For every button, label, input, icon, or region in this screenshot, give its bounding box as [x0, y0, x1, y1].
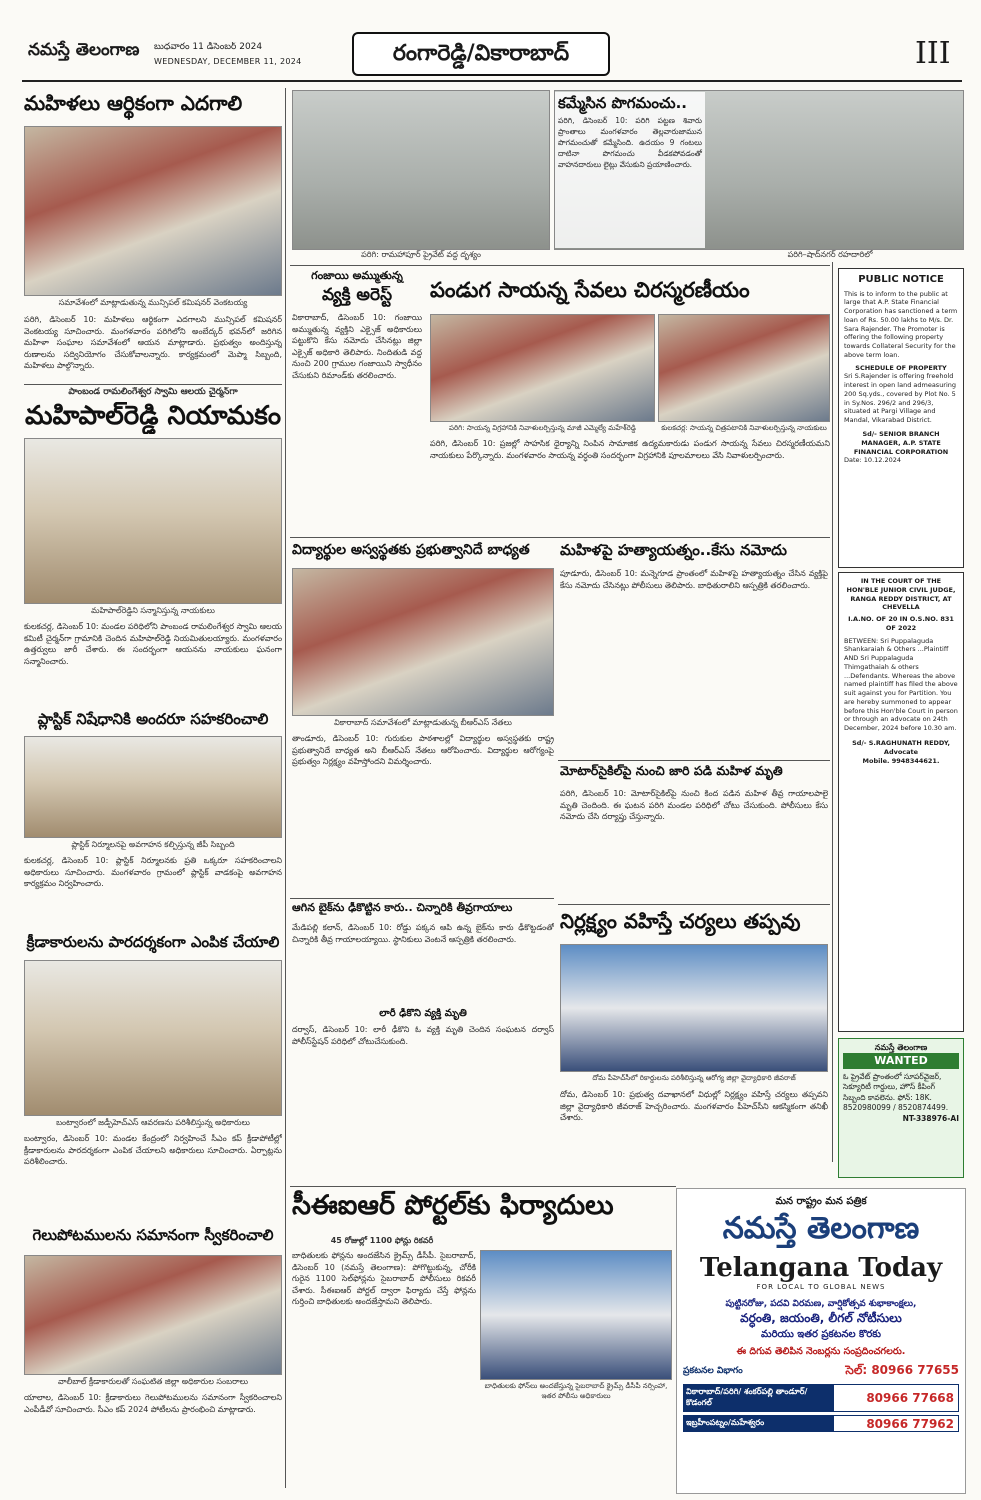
- ad-line: మరియు ఇతర ప్రకటనల కొరకు: [761, 1329, 881, 1340]
- divider: [290, 537, 830, 538]
- article-body: వికారాబాద్, డిసెంబర్ 10: గంజాయి అమ్ముతున్న వ్యక్తిని ఎక్సైజ్ అధికారులు పట్టుకొని కేసు నమోదు చేసినట్లు జిల్లా ఎక్సైజ్ అధికారి తెలిపారు. నిందితుడి వద్ద నుంచి 200 గ్రాముల గంజాయిని స్వాధీనం చేసుకుని రిమాండ్‌కు తరలించారు.: [292, 313, 422, 380]
- divider: [290, 1186, 676, 1187]
- headline: గెలుపోటములను సమానంగా స్వీకరించాలి: [32, 1227, 274, 1244]
- headline: పండుగ సాయన్న సేవలు చిరస్మరణీయం: [430, 278, 750, 302]
- photo-caption: కులకచర్ల: సాయన్న చిత్రపటానికి నివాళులర్పిస్తున్న నాయకులు: [661, 424, 827, 432]
- ad-main-label: ప్రకటనల విభాగం: [683, 1365, 743, 1376]
- masthead-rule: [22, 80, 962, 82]
- news-photo: [24, 126, 282, 296]
- column-divider: [832, 262, 833, 1162]
- ad-contact-row: [683, 1415, 959, 1432]
- column-divider: [285, 88, 286, 1488]
- notice-schedule-title: SCHEDULE OF PROPERTY: [855, 363, 947, 372]
- wanted-ref: NT-338976-AI: [902, 1113, 959, 1123]
- news-photo: [24, 960, 282, 1116]
- ad-row-phone: 80966 77668: [866, 1391, 954, 1405]
- paper-name: నమస్తే తెలంగాణ: [28, 40, 140, 60]
- ad-contact-row: [683, 1384, 959, 1412]
- wanted-title: WANTED: [843, 1053, 959, 1068]
- news-photo: [430, 314, 655, 422]
- namasthe-telangana-ad: [676, 1188, 966, 1494]
- headline: మహిళలు ఆర్థికంగా ఎదగాలి: [24, 92, 243, 115]
- news-photo: [560, 944, 828, 1072]
- article-body: తాండూరు, డిసెంబర్ 10: గురుకుల పాఠశాలల్లో విద్యార్థుల అస్వస్థతకు రాష్ట్ర ప్రభుత్వానిదే బాధ్యత అని బీఆర్ఎస్ నేతలు ఆరోపించారు. విద్యార్థుల ఆరోగ్యంపై ప్రభుత్వం నిర్లక్ష్యం వహిస్తోందని విమర్శించారు.: [292, 734, 554, 767]
- photo-caption: పరిగి: రామహాపూర్ ప్రైవేట్ వద్ద దృశ్యం: [361, 250, 481, 259]
- court-case-no: I.A.NO. OF 20 IN O.S.NO. 831 OF 2022: [848, 615, 954, 632]
- ad-row-phone: 80966 77962: [866, 1416, 954, 1431]
- wanted-body: ఓ ప్రైవేట్ ప్రాంతంలో సూపర్‌వైజర్, సెక్యూరిటీ గార్డులు, హౌస్ కీపింగ్ సిబ్బంది కావలెను. ఫోన్: 18K. 8520980099 / 8520874499.: [843, 1071, 949, 1113]
- photo-caption: మహిపాల్‌రెడ్డిని సన్మానిస్తున్న నాయకులు: [91, 606, 215, 615]
- fog-photo-left: [292, 90, 550, 250]
- photo-caption: బంట్వారంలో జడ్పీహెచ్ఎస్ ఆవరణను పరిశీలిస్తున్న అధికారులు: [56, 1118, 250, 1127]
- headline: నిర్లక్ష్యం వహిస్తే చర్యలు తప్పవు: [560, 910, 801, 933]
- article-body: దర్వాస్, డిసెంబర్ 10: లారీ ఢీకొని ఓ వ్యక్తి మృతి చెందిన సంఘటన దర్వాస్ పోలీస్‌స్టేషన్ పరిధిలో చోటుచేసుకుంది.: [292, 1025, 554, 1046]
- ad-line: పుట్టినరోజు, పదవి విరమణ, వార్షికోత్సవ శుభాకాంక్షలు,: [725, 1299, 917, 1309]
- subheadline: లారీ ఢీకొని వ్యక్తి మృతి: [379, 1008, 467, 1019]
- ad-tagline: మన రాష్ట్రం మన పత్రిక: [775, 1196, 867, 1207]
- court-mobile: Mobile. 9948344621.: [862, 756, 940, 765]
- ad-main-phone: సెల్: 80966 77655: [845, 1363, 959, 1377]
- ad-logo-tag: FOR LOCAL TO GLOBAL NEWS: [756, 1283, 886, 1291]
- notice-schedule-body: Sri S.Rajender is offering freehold interest in open land admeasuring 200 Sq.yds., covered by Plot No. 5 in Sy.Nos. 296/2 and 296/3, situated at Pargi Village and Mandal, Vikarabad District.: [844, 372, 957, 425]
- court-body: BETWEEN: Sri Puppalaguda Shankaraiah & Others ...Plaintiff AND Sri Puppalaguda Thimgathaiah & others ...Defendants. Whereas the above named plaintiff has filed the above suit against you for Partition. You are hereby summoned to appear before this Hon'ble Court in person or through an advocate on 24th December, 2024 before 10.30 am.: [844, 636, 958, 733]
- article-body: పూడూరు, డిసెంబర్ 10: మన్నెగూడ ప్రాంతంలో మహిళపై హత్యాయత్నం చేసిన వ్యక్తిపై కేసు నమోదు చేసినట్లు పోలీసులు తెలిపారు. బాధితురాలిని ఆస్పత్రికి తరలించారు.: [560, 569, 828, 590]
- ad-main-contact: [683, 1363, 959, 1380]
- photo-caption: వాలీబాల్ క్రీడాకారులతో సంఘటిత జిల్లా అధికారుల సంబరాలు: [57, 1377, 249, 1386]
- kicker: పాంబండ రామలింగేశ్వర స్వామి ఆలయ చైర్మన్‌గా: [68, 387, 238, 397]
- ad-line: వర్ధంతి, జయంతి, లీగల్ నోటీసులు: [740, 1311, 902, 1325]
- ad-row-label: వికారాబాద్/పరిగి/ శంకర్‌పల్లి తాండూర్/కొడంగల్: [684, 1385, 834, 1411]
- article-body: యాలాల, డిసెంబర్ 10: క్రీడాకారులు గెలుపోటములను సమానంగా స్వీకరించాలని ఎంపీడీవో సూచించారు. సీఎం కప్ 2024 పోటీలను ప్రారంభించి మాట్లాడారు.: [24, 1393, 282, 1414]
- article-body: కులకచర్ల, డిసెంబర్ 10: మండల పరిధిలోని పాంబండ రామలింగేశ్వర స్వామి ఆలయ కమిటీ చైర్మన్‌గా గ్రామానికి చెందిన మహిపాల్‌రెడ్డి నియమితులయ్యారు. మంగళవారం ఉత్తర్వులు జారీ చేశారు. ఈ సందర్భంగా ఆయనను నాయకులు ఘనంగా సన్మానించారు.: [24, 622, 282, 666]
- date-telugu: బుధవారం 11 డిసెంబర్ 2024: [154, 42, 263, 52]
- divider: [24, 384, 282, 385]
- news-photo: [480, 1250, 672, 1380]
- news-photo: [658, 314, 830, 422]
- divider: [558, 760, 830, 761]
- article-body: పరిగి, డిసెంబర్ 10: మహిళలు ఆర్థికంగా ఎదగాలని మున్సిపల్ కమిషనర్ వెంకటయ్య సూచించారు. మంగళవారం పరిగిలోని అంబేద్కర్ భవన్‌లో జరిగిన మహిళా సంఘాల సమావేశంలో ఆయన మాట్లాడారు. ప్రభుత్వం అందిస్తున్న రుణాలను సద్వినియోగం చేసుకోవాలన్నారు. కార్యక్రమంలో మెప్మా సిబ్బంది, మహిళలు పాల్గొన్నారు.: [24, 315, 282, 371]
- headline: ప్లాస్టిక్ నిషేధానికి అందరూ సహకరించాలి: [37, 711, 269, 728]
- ad-line: ఈ దిగువ తెలిపిన నెంబర్లను సంప్రదించగలరు.: [736, 1346, 906, 1357]
- kicker: గంజాయి అమ్ముతున్న: [311, 270, 403, 282]
- headline: విద్యార్థుల అస్వస్థతకు ప్రభుత్వానిదే బాధ్యత: [292, 542, 530, 558]
- page-number: III: [915, 36, 951, 71]
- news-photo: [292, 568, 554, 716]
- headline: వ్యక్తి అరెస్ట్: [321, 286, 393, 305]
- wanted-brand: నమస్తే తెలంగాణ: [874, 1043, 928, 1052]
- headline: మహిపాల్‌రెడ్డి నియామకం: [25, 402, 281, 431]
- section-title: రంగారెడ్డి/వికారాబాద్: [352, 32, 610, 76]
- date-english: WEDNESDAY, DECEMBER 11, 2024: [154, 57, 302, 66]
- headline: మోటార్‌సైకిల్‌పై నుంచి జారి పడి మహిళ మృతి: [560, 764, 783, 778]
- article-body: పరిగి, డిసెంబర్ 10: మోటార్‌సైకిల్‌పై నుంచి కింద పడిన మహిళ తీవ్ర గాయాలపాలై మృతి చెందింది. ఈ ఘటన పరిగి మండల పరిధిలో చోటు చేసుకుంది. పోలీసులు కేసు నమోదు చేసి దర్యాప్తు చేస్తున్నారు.: [560, 789, 828, 822]
- article-body: కులకచర్ల, డిసెంబర్ 10: ప్లాస్టిక్ నిర్మూలనకు ప్రతి ఒక్కరూ సహకరించాలని అధికారులు సూచించారు. మంగళవారం గ్రామంలో ప్లాస్టిక్ వాడకంపై అవగాహన కార్యక్రమం నిర్వహించారు.: [24, 856, 282, 889]
- news-photo: [24, 1255, 282, 1375]
- photo-caption: సమావేశంలో మాట్లాడుతున్న మున్సిపల్ కమిషనర్ వెంకటయ్య: [58, 298, 248, 307]
- article-body: పరిగి, డిసెంబర్ 10: పరిగి పట్టణ శివారు ప్రాంతాలు మంగళవారం తెల్లవారుజామున పొగమంచుతో కమ్మేసింది. ఉదయం 9 గంటలు దాటినా పొగమంచు వీడకపోవడంతో వాహనదారులు లైట్లు వేసుకుని ప్రయాణించారు.: [558, 116, 702, 169]
- ad-row-label: ఇబ్రహీంపట్నం/మహేశ్వరం: [684, 1416, 834, 1431]
- photo-caption: పరిగి: సాయన్న విగ్రహానికి నివాళులర్పిస్తున్న మాజీ ఎమ్మెల్యే మహేశ్‌రెడ్డి: [448, 424, 636, 432]
- headline: క్రీడాకారులను పారదర్శకంగా ఎంపిక చేయాలి: [26, 934, 280, 951]
- photo-caption: పరిగి–షాద్‌నగర్ రహదారిలో: [787, 250, 873, 259]
- photo-caption: దోమ పీహెచ్‌సీలో రికార్డులను పరిశీలిస్తున్న ఆరోగ్య జిల్లా వైద్యాధికారి జీవరాజ్: [592, 1074, 796, 1082]
- headline: కమ్మేసిన పొగమంచు..: [558, 94, 687, 112]
- photo-caption: బాధితులకు ఫోన్‌లు అందజేస్తున్న సైబరాబాద్ క్రైమ్స్ డీసీపీ నర్సింహా, ఇతర పోలీసు అధికారులు: [484, 1382, 668, 1400]
- article-body: మేడిపల్లి కలాన్, డిసెంబర్ 10: రోడ్డు పక్కన ఆపి ఉన్న బైక్‌ను కారు ఢీకొట్టడంతో చిన్నారికి తీవ్ర గాయాలయ్యాయి. స్థానికులు వెంటనే ఆస్పత్రికి తరలించారు.: [292, 923, 554, 944]
- notice-signatory: Sd/- SENIOR BRANCH MANAGER, A.P. STATE FINANCIAL CORPORATION: [853, 429, 949, 456]
- headline: సీఈఐఆర్ పోర్టల్‌కు ఫిర్యాదులు: [292, 1190, 614, 1221]
- divider: [558, 904, 830, 905]
- ad-logo: నమస్తే తెలంగాణ: [722, 1211, 920, 1246]
- photo-caption: వికారాబాద్ సమావేశంలో మాట్లాడుతున్న బీఆర్ఎస్ నేతలు: [334, 718, 512, 727]
- ad-logo-secondary: Telangana Today: [699, 1253, 943, 1283]
- notice-date: Date: 10.12.2024: [844, 456, 902, 465]
- headline: ఆగిన బైక్‌ను ఢీకొట్టిన కారు.. చిన్నారికి తీవ్రగాయాలు: [292, 902, 513, 914]
- notice-title: PUBLIC NOTICE: [858, 274, 944, 285]
- fog-story-box: [555, 92, 705, 248]
- article-body: బంట్వారం, డిసెంబర్ 10: మండల కేంద్రంలో నిర్వహించే సీఎం కప్ క్రీడాపోటీల్లో క్రీడాకారులను పారదర్శకంగా ఎంపిక చేయాలని అధికారులు సూచించారు. ఏర్పాట్లను పరిశీలించారు.: [24, 1134, 282, 1167]
- divider: [290, 265, 830, 266]
- article-body: పరిగి, డిసెంబర్ 10: ప్రజల్లో సాహసిక ధైర్యాన్ని నింపిన సామాజిక ఉద్యమకారుడు పండుగ సాయన్న సేవలు చిరస్మరణీయమని నాయకులు పేర్కొన్నారు. మంగళవారం సాయన్న వర్ధంతి సందర్భంగా విగ్రహానికి పూలమాలలు వేసి నివాళులర్పించారు.: [430, 439, 830, 460]
- court-title: IN THE COURT OF THE HON'BLE JUNIOR CIVIL JUDGE, RANGA REDDY DISTRICT, AT CHEVELLA: [846, 577, 956, 612]
- photo-caption: ప్లాస్టిక్ నిర్మూలనపై అవగాహన కల్పిస్తున్న జీపీ సిబ్బంది: [71, 840, 235, 849]
- wanted-ad: [838, 1038, 964, 1178]
- court-notice: [838, 572, 964, 1032]
- notice-body: This is to inform to the public at large that A.P. State Financial Corporation has sanctioned a term loan of Rs. 50.00 lakhs to M/s. Dr. Sara Rajender. The Promoter is offering the following property towards Collateral Security for the above term loan.: [844, 289, 958, 359]
- article-body: దోమ, డిసెంబర్ 10: ప్రభుత్వ దవాఖానలో విధుల్లో నిర్లక్ష్యం వహిస్తే చర్యలు తప్పవని జిల్లా వైద్యాధికారి జీవరాజ్ హెచ్చరించారు. మంగళవారం పీహెచ్‌సీని ఆకస్మికంగా తనిఖీ చేశారు.: [560, 1090, 828, 1123]
- kicker: 45 రోజుల్లో 1100 ఫోన్లు రికవరీ: [330, 1236, 434, 1245]
- divider: [290, 898, 554, 899]
- news-photo: [24, 736, 282, 838]
- news-photo: [24, 438, 282, 604]
- court-signatory: Sd/- S.RAGHUNATH REDDY, Advocate: [852, 739, 950, 756]
- headline: మహిళపై హత్యాయత్నం..కేసు నమోదు: [560, 542, 787, 559]
- article-body: బాధితులకు ఫోన్లను అందజేసిన క్రైమ్స్ డీసీపీ. సైబరాబాద్, డిసెంబర్ 10 (నమస్తే తెలంగాణ): పోగొట్టుకున్న, చోరీకి గురైన 1100 సెల్‌ఫోన్లను సైబరాబాద్ పోలీసులు రికవరీ చేశారు. సీఈఐఆర్ పోర్టల్ ద్వారా ఫిర్యాదు చేస్తే ఫోన్లను గుర్తించి బాధితులకు అందజేస్తామని తెలిపారు.: [292, 1251, 476, 1307]
- public-notice: [838, 268, 964, 568]
